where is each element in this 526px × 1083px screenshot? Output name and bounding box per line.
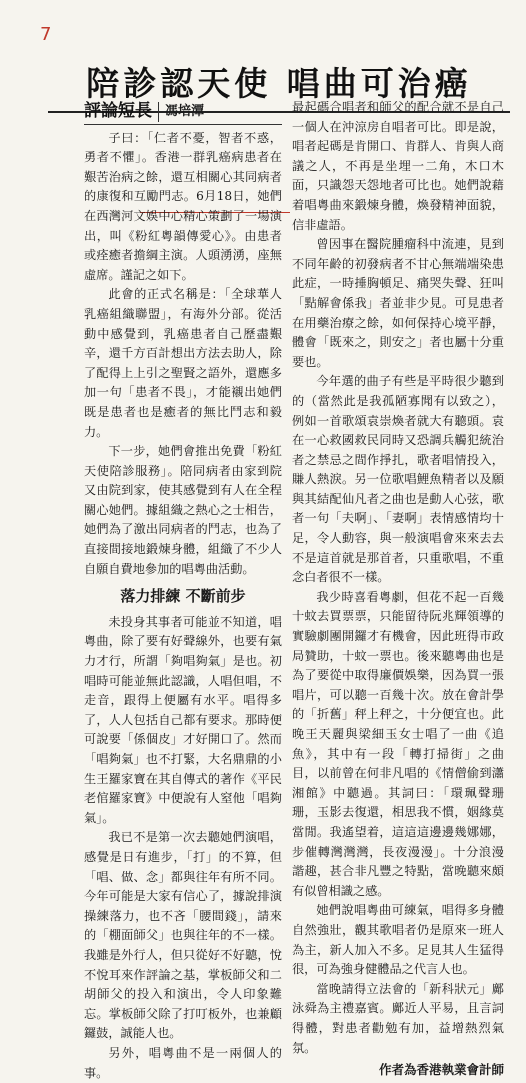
paragraph: 此會的正式名稱是：「全球華人乳癌組織聯盟」，有海外分部。從活動中感覺到，乳癌患者自己歷盡艱辛，還千方百計想出方法去助人，除了配得上上引之聖賢之語外，還應多加一句「患者不畏」，才能襯出她們既是患者也是癒者的無比鬥志和毅力。 — [84, 287, 282, 439]
column-name: 評論短長 — [84, 102, 159, 122]
paragraph: 我已不是第一次去聽她們演唱，感覺是日有進步，「打」的不算，但「唱、做、念」都與往年有所不同。今年可能是大家有信心了，據說排演操練落力，也不吝「腰間錢」，請來的「棚面師父」也與往年的不一樣。我雖是外行人，但只從好不好聽，悅不悅耳來作評論之基，掌板師父和二胡師父的投入和演出，令人印象難忘。掌板師父除了打叮板外，也兼顧鑼鼓，誠能人也。 — [84, 830, 282, 1041]
left-column — [84, 98, 282, 1083]
paragraph: 最起碼合唱者和師父的配合就不是自己一個人在沖涼房自唱者可比。即是說，唱者起碼是肯開口、肯群人、肯與人商議之人，不再是坐埋一二角，木口木面，只識怨天怨地者可比也。她們說藉着唱粵曲來鍛煉身體，煥發精神面貌，信非虛語。 — [292, 100, 504, 232]
paragraph: 今年選的曲子有些是平時很少聽到的（當然此是我孤陋寡聞有以致之），例如一首歌頌袁崇煥者就大有聽頭。袁在一心救國救民同時又恐調兵觸犯統治者之禁忌之間作掙扎，歌者唱情投入，賺人熱淚。另一位歌唱鯉魚精者以及願與其結配仙凡者之曲也是動人心弦，歌者一句「夫啊」、「妻啊」表情感情均十足，令人動容，與一般演唱會來來去去不是這首就是那首者，只重歌唱，不重念白者很不一樣。 — [292, 374, 504, 585]
paragraph: 我少時喜看粵劇，但花不起一百幾十蚊去買票票，只能留待阮兆輝領導的實驗劇團開鑼才有機會，因此班得市政局贊助，十蚊一票也。後來聽粵曲也是為了要從中取得廉價娛樂，因為買一張唱片，可以聽一百幾十次。放在會計學的「折舊」秤上秤之，十分便宜也。此晚王天麗與梁細玉女士唱了一曲《追魚》，其中有一段「轉打掃街」之曲目，以前曾在何非凡唱的《情僧偷到瀟湘館》中聽過。其詞曰：「環珮聲珊珊，玉影去復還，相思我不慣，姻緣莫當閒。我遙望着，這這這邊邊幾娜娜，步催轉灣灣灣，長夜漫漫」。十分浪漫諧趣，甚合非凡豐之特點，當晚聽來頗有似曾相識之感。 — [292, 589, 504, 898]
paragraph: 另外，唱粵曲不是一兩個人的事。 — [84, 1045, 282, 1080]
page-number-mark: 7 — [40, 24, 52, 45]
paragraph: 當晚請得立法會的「新科狀元」鄺泳舜為主禮嘉賓。鄺近人平易，且言詞得體，對患者勸勉有加，益增熱烈氣氛。 — [292, 981, 504, 1055]
paragraph: 未投身其事者可能並不知道，唱粵曲，除了要有好聲線外，也要有氣力才行，所謂「夠唱夠氣」是也。初唱時可能並無此認識，人唱但唱，不走音，跟得上便屬有水平。唱得多了，人人包括自己都有要求。那時便可說要「係個皮」才好開口了。然而「唱夠氣」也不打緊，大名鼎鼎的小生王羅家寶在其自傳式的著作《平民老倌羅家寶》中便說有人窒他「唱夠氣」。 — [84, 614, 282, 825]
byline: 作者為香港執業會計師 — [378, 1062, 504, 1078]
paragraph: 下一步，她們會推出免費「粉紅天使陪診服務」。陪同病者由家到院又由院到家，使其感覺到有人在全程關心她們。據組織之熱心之士相告，她們為了激出同病者的鬥志，也為了直接間接地鍛煉身體，組織了不少人自願自費地參加的唱粵曲活動。 — [84, 444, 282, 576]
paragraph: 子曰：「仁者不憂，智者不惑，勇者不懼」。香港一群乳癌病患者在艱苦治病之餘，還互相關心其同病者的康復和互勵門志。6月18日，她們在西灣河文娛中心精心策劃了一場演出，叫《粉紅粵韻傳愛心》。由患者或痊癒者擔綱主演。人頭湧湧，座無虛席。謹記之如下。 — [84, 130, 282, 282]
paragraph: 曾因事在醫院腫瘤科中流連，見到不同年齡的初發病者不甘心無端端染患此症，一時捶胸頓足、痛哭失聲、狂叫「點解會係我」者並非少見。可見患者在用藥治療之餘，如何保持心境平靜，體會「既來之，則安之」者也屬十分重要也。 — [292, 237, 504, 369]
author-name: 馮培潭 — [165, 104, 205, 119]
paragraph: 她們說唱粵曲可練氣，唱得多身體自然強壯，觀其歌唱者仍是原來一班人為主，新人加入不多。足見其人生猛得很，可為強身健體品之代言人也。 — [292, 903, 504, 977]
headline: 陪診認天使 唱曲可治癌 — [48, 58, 510, 113]
subheading: 落力排練 不斷前步 — [120, 587, 246, 606]
column-tag — [84, 102, 282, 125]
right-column — [292, 98, 504, 1080]
